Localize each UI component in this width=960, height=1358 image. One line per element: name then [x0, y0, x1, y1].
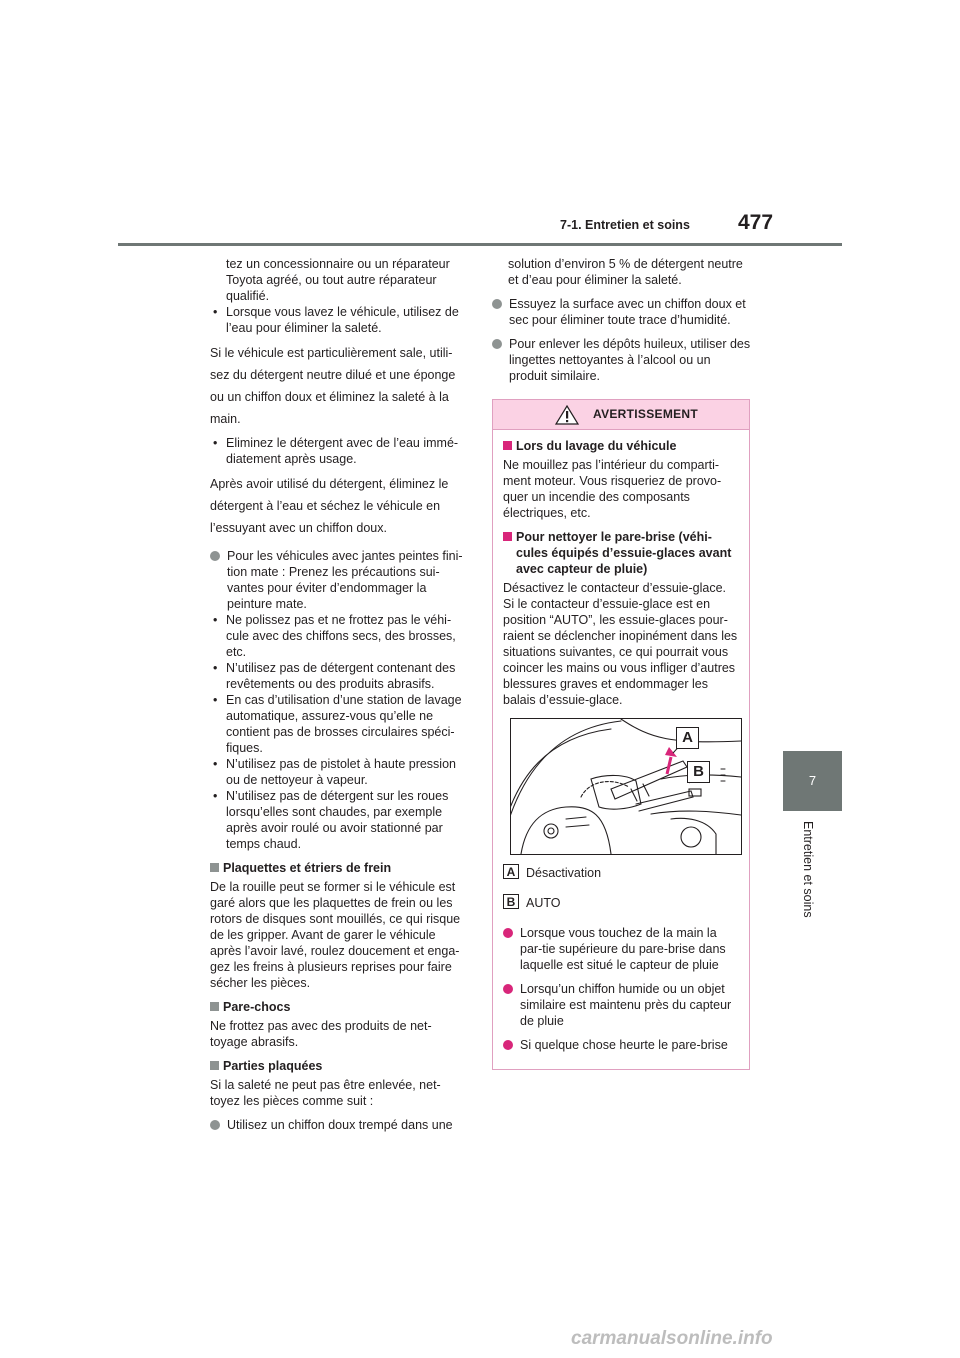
bullet-wet-cloth: Lorsqu’un chiffon humide ou un objet similaire est maintenu près du capteur de pluie	[503, 981, 739, 1029]
bullet-soft-cloth: Utilisez un chiffon doux trempé dans une	[210, 1117, 468, 1133]
legend-text: Désactivation	[526, 866, 602, 880]
square-bullet-icon	[210, 1002, 219, 1011]
bullet-dot-icon	[503, 928, 513, 938]
steering-column-drawing	[511, 719, 741, 854]
callout-b: B	[687, 761, 710, 783]
subheading-brakes: Plaquettes et étriers de frein	[210, 860, 468, 876]
continued-text: solution d’environ 5 % de détergent neutre et d’eau pour éliminer la saleté.	[508, 257, 743, 287]
section-title: 7-1. Entretien et soins	[560, 218, 690, 232]
legend-key-b: B	[503, 894, 519, 909]
legend-text: AUTO	[526, 896, 561, 910]
bullet-wipe-dry: Essuyez la surface avec un chiffon doux et sec pour éliminer toute trace d’humidité.	[492, 296, 752, 328]
watermark: carmanualsonline.info	[571, 1328, 773, 1349]
square-bullet-icon	[210, 1061, 219, 1070]
list-item: • N’utilisez pas de pistolet à haute pression ou de nettoyeur à vapeur.	[210, 756, 468, 788]
bullet-oily-deposits: Pour enlever les dépôts huileux, utiliser des lingettes nettoyantes à l’alcool ou un produit similaire.	[492, 336, 752, 384]
warning-triangle-icon	[555, 405, 579, 425]
callout-a: A	[676, 727, 699, 749]
paragraph-dirty	[210, 344, 468, 429]
bullet-dot-icon	[492, 339, 502, 349]
list-item: • N’utilisez pas de détergent sur les roues lorsqu’elles sont chaudes, par exemple après avoir roulé ou avoir stationné par temps chaud.	[210, 788, 468, 852]
chapter-tab-label: Entretien et soins	[801, 821, 815, 918]
brakes-text: De la rouille peut se former si le véhicule est garé alors que les plaquettes de frein ou les rotors de disques sont mouillés, ce qui risque de les gripper. Avant de garer le véhicule après l’avoir lavé, roulez doucement et enga-gez les freins à plusieurs reprises pour faire sécher les pièces.	[210, 880, 461, 990]
dash-list-3	[210, 612, 468, 852]
bullet-matte-wheels: Pour les véhicules avec jantes peintes fini-tion mate : Prenez les précautions sui-vantes pour éviter d’endommager la peinture mate.	[210, 548, 468, 612]
subheading-plated: Parties plaquées	[210, 1058, 468, 1074]
warning-box	[492, 399, 750, 1070]
right-column	[492, 256, 752, 390]
list-item: • N’utilisez pas de détergent contenant des revêtements ou des produits abrasifs.	[210, 660, 468, 692]
page-number: 477	[738, 211, 774, 234]
subheading-bumpers: Pare-chocs	[210, 999, 468, 1015]
subheading-windshield: Pour nettoyer le pare-brise (véhi-cules équipés d’essuie-glaces avant avec capteur de pluie)	[503, 529, 739, 577]
windshield-text: Désactivez le contacteur d’essuie-glace. Si le contacteur d’essuie-glace est en position “AUTO”, les essuie-glaces pour-raient se déclencher inopinément dans les situations suivantes, ce qui pourrait vous coincer les mains ou vous infliger d’autres blessures graves et endommager les balais d’essuie-glace.	[503, 581, 738, 707]
warning-body	[493, 430, 749, 1053]
dash-list-2	[210, 435, 468, 467]
left-column	[210, 256, 468, 1139]
legend-b	[503, 895, 739, 911]
washing-text: Ne mouillez pas l’intérieur du comparti-ment moteur. Vous risqueriez de provo-quer un incendie des composants électriques, etc.	[503, 458, 722, 520]
dash-list-1	[210, 304, 468, 336]
bullet-dot-icon	[492, 299, 502, 309]
bullet-dot-icon	[210, 1120, 220, 1130]
list-item: • Ne polissez pas et ne frottez pas le véhi-cule avec des chiffons secs, des brosses, etc.	[210, 612, 468, 660]
paragraph-line: Après avoir utilisé du détergent, éliminez le	[210, 477, 449, 491]
square-bullet-icon	[503, 532, 512, 541]
bullet-touch-windshield: Lorsque vous touchez de la main la par-tie supérieure du pare-brise dans laquelle est situé le capteur de pluie	[503, 925, 739, 973]
legend-key-a: A	[503, 864, 519, 879]
bumpers-text: Ne frottez pas avec des produits de net-toyage abrasifs.	[210, 1019, 432, 1049]
bullet-something-hits: Si quelque chose heurte le pare-brise	[503, 1037, 739, 1053]
list-item: • Eliminez le détergent avec de l’eau immé-diatement après usage.	[210, 435, 468, 467]
bullet-dot-icon	[210, 551, 220, 561]
wiper-switch-illustration	[510, 718, 742, 855]
paragraph-line: Si le véhicule est particulièrement sale, utili-	[210, 346, 453, 360]
paragraph-line: sez du détergent neutre dilué et une éponge	[210, 368, 456, 382]
paragraph-line: détergent à l’eau et séchez le véhicule en	[210, 499, 441, 513]
subheading-washing: Lors du lavage du véhicule	[503, 438, 739, 454]
list-item: • Lorsque vous lavez le véhicule, utilisez de l’eau pour éliminer la saleté.	[210, 304, 468, 336]
bullet-dot-icon	[503, 984, 513, 994]
warning-title: AVERTISSEMENT	[593, 407, 699, 421]
bullet-dot-icon	[503, 1040, 513, 1050]
square-bullet-icon	[503, 441, 512, 450]
paragraph-line: l’essuyant avec un chiffon doux.	[210, 521, 387, 535]
paragraph-line: ou un chiffon doux et éliminez la saleté à la	[210, 390, 449, 404]
continued-text: tez un concessionnaire ou un réparateur Toyota agréé, ou tout autre réparateur qualifié.	[226, 257, 450, 303]
paragraph-dry	[210, 475, 468, 538]
header-rule	[118, 243, 842, 246]
paragraph-line: main.	[210, 412, 241, 426]
plated-text: Si la saleté ne peut pas être enlevée, net-toyez les pièces comme suit :	[210, 1078, 441, 1108]
list-item: • En cas d’utilisation d’une station de lavage automatique, assurez-vous qu’elle ne contient pas de brosses circulaires spéci-fiques.	[210, 692, 468, 756]
chapter-tab: 7	[783, 751, 842, 811]
square-bullet-icon	[210, 863, 219, 872]
warning-header	[493, 400, 749, 430]
legend-a	[503, 865, 739, 881]
